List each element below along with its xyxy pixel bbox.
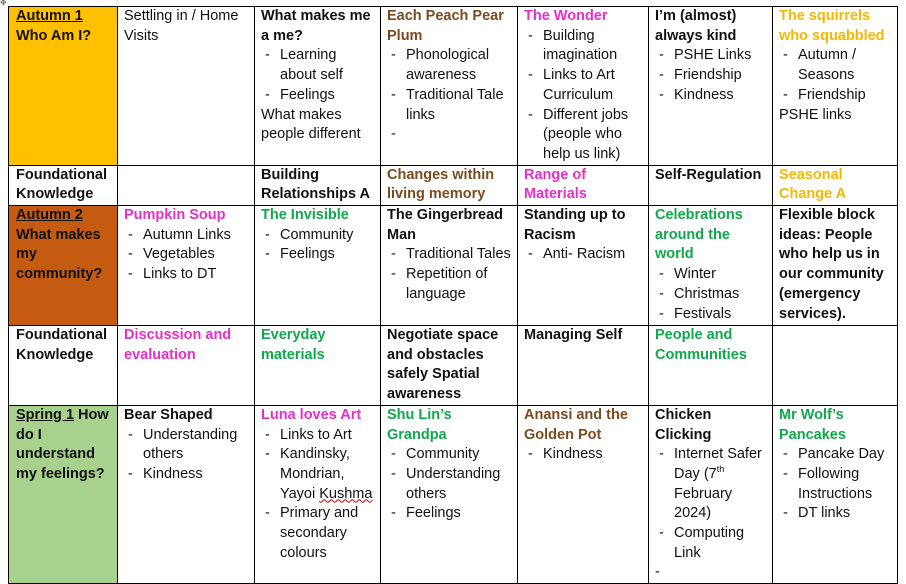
- fk-item: Self-Regulation: [649, 165, 773, 205]
- topic-list: [261, 226, 376, 265]
- cell-squirrels: [773, 7, 898, 166]
- list-item: [655, 445, 768, 524]
- list-item: - Learning about self: [261, 46, 376, 85]
- list-item: - Traditional Tale links: [387, 86, 513, 125]
- list-item: - Community: [261, 226, 376, 246]
- list-item: - Computing Link: [655, 524, 768, 563]
- list-item: - Winter: [655, 265, 768, 285]
- cell-empty: [773, 326, 898, 406]
- topic-list: [655, 46, 768, 105]
- fk-item: Changes within living memory: [381, 165, 518, 205]
- list-item: - Vegetables: [124, 245, 250, 265]
- term-cell-autumn-2: [9, 206, 118, 326]
- topic-title: What makes me a me?: [261, 8, 371, 44]
- foundational-label: Foundational Knowledge: [9, 165, 118, 205]
- cell-each-peach: [381, 7, 518, 166]
- ordinal-suffix: th: [716, 464, 725, 475]
- topic-list: [524, 445, 644, 465]
- cell-celebrations: [649, 206, 773, 326]
- topic-title: The Wonder: [524, 8, 608, 24]
- topic-list: [524, 27, 644, 165]
- cell-empty: [118, 165, 255, 205]
- list-item: - Festivals: [655, 305, 768, 325]
- topic-title: The squirrels who squabbled: [779, 8, 885, 44]
- fk-item: Discussion and evaluation: [118, 326, 255, 406]
- list-item: - PSHE Links: [655, 46, 768, 66]
- list-item: - Christmas: [655, 285, 768, 305]
- fk-item: People and Communities: [649, 326, 773, 406]
- term-cell-autumn-1: [9, 7, 118, 166]
- list-item: - Kindness: [124, 465, 250, 485]
- cell-what-makes-me: [255, 7, 381, 166]
- spelling-flag: Kushma: [319, 485, 373, 502]
- foundational-label: Foundational Knowledge: [9, 326, 118, 406]
- cell-text: Settling in / Home Visits: [124, 8, 239, 44]
- topic-title: I’m (almost) always kind: [655, 8, 737, 44]
- topic-title: Mr Wolf’s Pancakes: [779, 406, 846, 443]
- list-item-text: Kandinsky, Mondrian, Yayoi: [280, 446, 350, 502]
- list-item: - Traditional Tales: [387, 245, 513, 265]
- cell-gingerbread-man: [381, 206, 518, 326]
- list-item: - DT links: [779, 504, 893, 524]
- cell-flexible-block: [773, 206, 898, 326]
- row-spring-1: [9, 405, 898, 583]
- curriculum-table: [8, 6, 898, 584]
- topic-title: Pumpkin Soup: [124, 207, 226, 224]
- topic-list: [524, 245, 644, 265]
- cell-pumpkin-soup: [118, 206, 255, 326]
- fk-item: Managing Self: [518, 326, 649, 406]
- topic-list: [261, 46, 376, 105]
- topic-list: [655, 445, 768, 563]
- cell-mr-wolfs-pancakes: [773, 405, 898, 583]
- row-autumn-2: [9, 206, 898, 326]
- cell-note: PSHE links: [779, 106, 852, 123]
- topic-list: [387, 445, 513, 524]
- term-name: Autumn 2: [16, 207, 83, 224]
- topic-list: [655, 265, 768, 324]
- list-item: - Kindness: [655, 86, 768, 106]
- list-item: - Kindness: [524, 445, 644, 465]
- fk-item: Seasonal Change A: [773, 165, 898, 205]
- list-item: - Building imagination: [524, 27, 644, 66]
- cell-always-kind: [649, 7, 773, 166]
- cell-the-invisible: [255, 206, 381, 326]
- cell-standing-up-to-racism: [518, 206, 649, 326]
- list-item: - Feelings: [387, 504, 513, 524]
- fk-item: Range of Materials: [518, 165, 649, 205]
- list-item: - Feelings: [261, 245, 376, 265]
- cell-note: What makes people different: [261, 106, 361, 143]
- list-item: - Repetition of language: [387, 265, 513, 304]
- list-item: - Autumn Links: [124, 226, 250, 246]
- topic-title: Chicken Clicking: [655, 406, 712, 443]
- cell-settling-in: [118, 7, 255, 166]
- term-name: Autumn 1: [16, 8, 83, 24]
- topic-title: The Gingerbread Man: [387, 207, 504, 243]
- list-item: - Links to Art Curriculum: [524, 66, 644, 105]
- fk-item: Everyday materials: [255, 326, 381, 406]
- list-item: - Links to DT: [124, 265, 250, 285]
- row-autumn-1: [9, 7, 898, 166]
- list-item: - Following Instructions: [779, 465, 893, 504]
- topic-title: The Invisible: [261, 207, 349, 224]
- list-item: - Friendship: [779, 86, 893, 106]
- topic-list: [261, 426, 376, 564]
- fk-item: Negotiate space and obstacles safely Spatial awareness: [381, 326, 518, 406]
- list-item-text: February 2024): [674, 485, 733, 522]
- term-question: How do I understand my feelings?: [16, 406, 109, 482]
- list-item: [387, 125, 513, 145]
- topic-title: Anansi and the Golden Pot: [524, 406, 628, 443]
- list-item: - Anti- Racism: [524, 245, 644, 265]
- term-name: Spring 1: [16, 406, 75, 423]
- list-item: [261, 445, 376, 504]
- topic-list: [124, 426, 250, 485]
- cell-the-wonder: [518, 7, 649, 166]
- list-item: - Phonological awareness: [387, 46, 513, 85]
- list-item: - Autumn / Seasons: [779, 46, 893, 85]
- cell-bear-shaped: [118, 405, 255, 583]
- topic-list: [779, 445, 893, 524]
- list-item: - Links to Art: [261, 426, 376, 446]
- topic-title: Standing up to Racism: [524, 207, 626, 243]
- cell-luna-loves-art: [255, 405, 381, 583]
- topic-list: [387, 245, 513, 304]
- list-item: - Understanding others: [124, 426, 250, 465]
- cell-anansi: [518, 405, 649, 583]
- list-item: - Friendship: [655, 66, 768, 86]
- list-item-text: Internet Safer Day (7: [674, 446, 762, 482]
- list-item: - Feelings: [261, 86, 376, 106]
- row-foundational-2: [9, 326, 898, 406]
- term-cell-spring-1: [9, 405, 118, 583]
- topic-title: Each Peach Pear Plum: [387, 8, 504, 44]
- list-item: - Different jobs (people who help us link): [524, 106, 644, 165]
- topic-list: [124, 226, 250, 285]
- fk-item: Building Relationships A: [255, 165, 381, 205]
- list-item: - Pancake Day: [779, 445, 893, 465]
- list-item: - Understanding others: [387, 465, 513, 504]
- list-item: - Community: [387, 445, 513, 465]
- cell-chicken-clicking: [649, 405, 773, 583]
- dash-marker: -: [655, 564, 660, 581]
- topic-list: [779, 46, 893, 105]
- topic-title: Bear Shaped: [124, 406, 213, 423]
- table-move-handle-icon[interactable]: ✥: [0, 0, 7, 7]
- row-foundational-1: [9, 165, 898, 205]
- topic-title: Celebrations around the world: [655, 207, 743, 263]
- topic-title: Luna loves Art: [261, 406, 362, 423]
- topic-title: Shu Lin’s Grandpa: [387, 406, 452, 443]
- term-question: What makes my community?: [16, 226, 103, 283]
- term-question: Who Am I?: [16, 27, 92, 44]
- topic-title: Flexible block ideas: People who help us in our community (emergency services).: [779, 207, 884, 322]
- topic-list: [387, 46, 513, 145]
- cell-shu-lins-grandpa: [381, 405, 518, 583]
- list-item: - Primary and secondary colours: [261, 504, 376, 563]
